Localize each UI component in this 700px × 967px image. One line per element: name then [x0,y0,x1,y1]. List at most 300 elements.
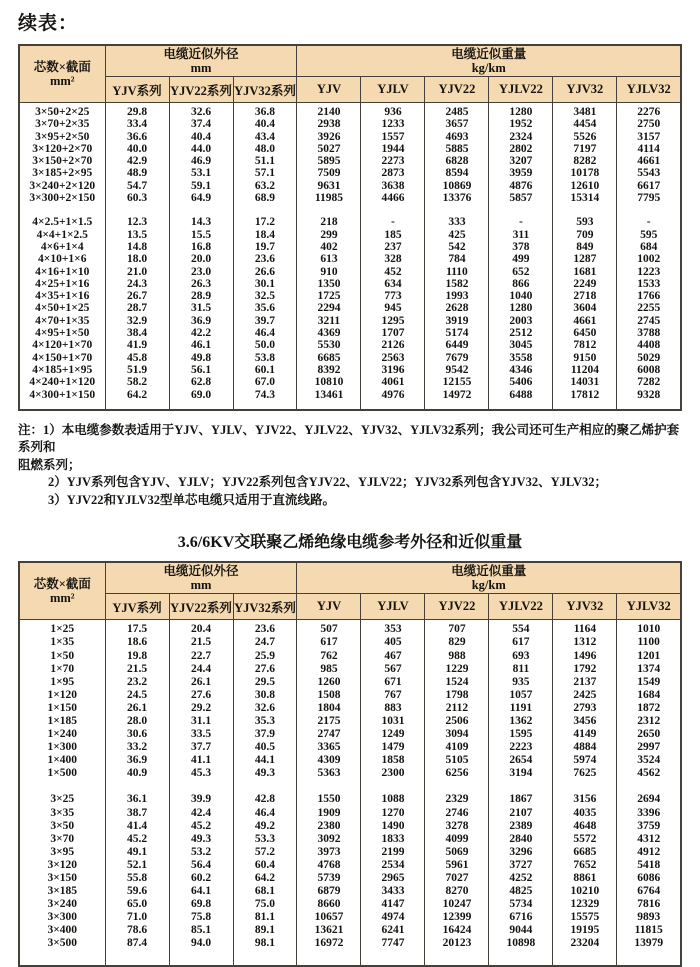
value-cell: 467 [361,650,425,663]
value-cell: 6685 [297,352,361,364]
table-row [19,376,681,388]
spec-cell: 3×300+2×150 [19,192,105,204]
table-row [19,833,681,846]
value-cell: 5406 [489,376,553,388]
header-yjlv22: YJLV22 [489,594,553,620]
value-cell: 4768 [297,859,361,872]
value-cell: 328 [361,253,425,265]
table-row [19,636,681,649]
spec-cell: 1×500 [19,767,105,780]
value-cell: 2112 [425,702,489,715]
value-cell: 5526 [553,131,617,143]
value-cell: 1833 [361,833,425,846]
value-cell: 2300 [361,767,425,780]
value-cell: 46.9 [169,155,233,167]
header-yjlv: YJLV [361,594,425,620]
value-cell: 2249 [553,278,617,290]
value-cell: 4661 [617,155,681,167]
value-cell: 1233 [361,118,425,130]
value-cell: 2276 [617,106,681,118]
value-cell: 378 [489,241,553,253]
value-cell: 8861 [553,872,617,885]
value-cell: 3092 [297,833,361,846]
value-cell: 56.1 [169,364,233,376]
value-cell: 46.1 [169,339,233,351]
value-cell: 12399 [425,911,489,924]
value-cell: 30.8 [233,689,297,702]
value-cell: 22.7 [169,650,233,663]
value-cell: 23.6 [233,623,297,636]
value-cell: 81.1 [233,911,297,924]
value-cell: 20123 [425,937,489,950]
value-cell: 23.0 [169,266,233,278]
value-cell: 5105 [425,754,489,767]
value-cell: 945 [361,302,425,314]
value-cell: 2654 [489,754,553,767]
table-row [19,807,681,820]
value-cell: 23204 [553,937,617,950]
value-cell: 3973 [297,846,361,859]
value-cell: 11204 [553,364,617,376]
value-cell: 2175 [297,715,361,728]
value-cell: 1944 [361,143,425,155]
value-cell: 2294 [297,302,361,314]
spec-cell: 3×500 [19,937,105,950]
value-cell: 2512 [489,327,553,339]
header-yjv22: YJV22 [425,77,489,103]
table-row [19,315,681,327]
value-cell: 49.3 [169,833,233,846]
value-cell: 59.1 [169,180,233,192]
value-cell: 1040 [489,290,553,302]
value-cell: 185 [361,229,425,241]
value-cell: 4648 [553,820,617,833]
value-cell: 36.9 [105,754,169,767]
value-cell: 4976 [361,389,425,401]
value-cell: 38.4 [105,327,169,339]
value-cell: 762 [297,650,361,663]
value-cell: 4252 [489,872,553,885]
value-cell: 4369 [297,327,361,339]
value-cell: 48.9 [105,167,169,179]
value-cell: 24.7 [233,636,297,649]
value-cell: 64.2 [233,872,297,885]
value-cell: 37.4 [169,118,233,130]
value-cell: 1280 [489,302,553,314]
value-cell: 5572 [553,833,617,846]
value-cell: 1002 [617,253,681,265]
table-row [19,885,681,898]
value-cell: 5027 [297,143,361,155]
table-row [19,167,681,179]
value-cell: 58.2 [105,376,169,388]
value-cell: 13461 [297,389,361,401]
spec-cell: 3×185+2×95 [19,167,105,179]
value-cell: 1010 [617,623,681,636]
table-row [19,106,681,118]
value-cell: 2965 [361,872,425,885]
value-cell: 30.1 [233,278,297,290]
table2-group-3core [19,793,681,950]
value-cell: 2312 [617,715,681,728]
value-cell: 3558 [489,352,553,364]
value-cell: 1260 [297,676,361,689]
value-cell: 37.7 [169,741,233,754]
value-cell: 67.0 [233,376,297,388]
value-cell: 17812 [553,389,617,401]
spec-cell: 1×25 [19,623,105,636]
value-cell: 353 [361,623,425,636]
value-cell: 29.8 [105,106,169,118]
value-cell: 2199 [361,846,425,859]
table-row [19,898,681,911]
value-cell: 2003 [489,315,553,327]
value-cell: 2840 [489,833,553,846]
value-cell: 1707 [361,327,425,339]
value-cell: 56.4 [169,859,233,872]
value-cell: 773 [361,290,425,302]
value-cell: 27.6 [169,689,233,702]
value-cell: 15.5 [169,229,233,241]
value-cell: 44.0 [169,143,233,155]
value-cell: 28.0 [105,715,169,728]
table1-group-separator [19,204,681,216]
value-cell: 4147 [361,898,425,911]
table2-header [19,562,681,620]
header-yjv-series: YJV系列 [105,77,169,103]
od-group-label: 电缆近似外径 [163,564,239,579]
value-cell: 4309 [297,754,361,767]
value-cell: 98.1 [233,937,297,950]
value-cell: 1110 [425,266,489,278]
value-cell: 684 [617,241,681,253]
value-cell: 5885 [425,143,489,155]
value-cell: 20.0 [169,253,233,265]
value-cell: 3045 [489,339,553,351]
spec-cell: 3×240+2×120 [19,180,105,192]
value-cell: 36.1 [105,793,169,806]
value-cell: 2506 [425,715,489,728]
value-cell: 26.1 [105,702,169,715]
value-cell: 14972 [425,389,489,401]
header-yjv: YJV [297,594,361,620]
spec-cell: 3×150+2×70 [19,155,105,167]
value-cell: 671 [361,676,425,689]
value-cell: 5363 [297,767,361,780]
value-cell: 32.6 [233,702,297,715]
spec-cell: 3×70+2×35 [19,118,105,130]
value-cell: 24.3 [105,278,169,290]
value-cell: 1804 [297,702,361,715]
value-cell: 64.1 [169,885,233,898]
value-cell: 3211 [297,315,361,327]
value-cell: 13979 [617,937,681,950]
value-cell: 693 [489,650,553,663]
value-cell: 54.7 [105,180,169,192]
spec-cell: 3×400 [19,924,105,937]
value-cell: 1557 [361,131,425,143]
value-cell: 29.2 [169,702,233,715]
value-cell: 15314 [553,192,617,204]
value-cell: 767 [361,689,425,702]
table-row [19,364,681,376]
header-yjv22: YJV22 [425,594,489,620]
value-cell: 41.1 [169,754,233,767]
value-cell: 62.8 [169,376,233,388]
note-1-continued: 阻燃系列； [18,457,81,472]
value-cell: 24.4 [169,663,233,676]
table-row [19,767,681,780]
value-cell: 18.4 [233,229,297,241]
table-row [19,715,681,728]
value-cell: 554 [489,623,553,636]
table-row [19,650,681,663]
table-row [19,253,681,265]
spec-cell: 3×150 [19,872,105,885]
table-row [19,266,681,278]
value-cell: 16.8 [169,241,233,253]
value-cell: 829 [425,636,489,649]
value-cell: 41.4 [105,820,169,833]
value-cell: 2137 [553,676,617,689]
value-cell: 4825 [489,885,553,898]
value-cell: 542 [425,241,489,253]
table-row [19,302,681,314]
table-row [19,389,681,401]
value-cell: 16972 [297,937,361,950]
value-cell: 1858 [361,754,425,767]
value-cell: 36.8 [233,106,297,118]
value-cell: 935 [489,676,553,689]
value-cell: 5530 [297,339,361,351]
value-cell: 5739 [297,872,361,885]
value-cell: 17.5 [105,623,169,636]
value-cell: 12610 [553,180,617,192]
value-cell: 5543 [617,167,681,179]
value-cell: 33.4 [105,118,169,130]
value-cell: 2745 [617,315,681,327]
value-cell: 2718 [553,290,617,302]
value-cell: 2997 [617,741,681,754]
value-cell: 3094 [425,728,489,741]
value-cell: 237 [361,241,425,253]
value-cell: 1550 [297,793,361,806]
value-cell: 18.0 [105,253,169,265]
value-cell: 2650 [617,728,681,741]
value-cell: 74.3 [233,389,297,401]
value-cell: 10869 [425,180,489,192]
value-cell: 2534 [361,859,425,872]
value-cell: 40.0 [105,143,169,155]
table-row [19,180,681,192]
value-cell: 4466 [361,192,425,204]
value-cell: 3156 [553,793,617,806]
value-cell: 46.4 [233,327,297,339]
value-cell: 3365 [297,741,361,754]
value-cell: 31.5 [169,302,233,314]
value-cell: 1508 [297,689,361,702]
value-cell: 85.1 [169,924,233,937]
value-cell: 5418 [617,859,681,872]
header-yjv32-series: YJV32系列 [233,594,297,620]
value-cell: 5961 [425,859,489,872]
value-cell: 849 [553,241,617,253]
table-row [19,754,681,767]
value-cell: 53.8 [233,352,297,364]
value-cell: 1280 [489,106,553,118]
value-cell: 11815 [617,924,681,937]
spec-cell: 3×95+2×50 [19,131,105,143]
value-cell: 613 [297,253,361,265]
table-row [19,859,681,872]
table-row [19,192,681,204]
value-cell: 1684 [617,689,681,702]
value-cell: 28.7 [105,302,169,314]
value-cell: 55.8 [105,872,169,885]
header-od-group [105,45,297,77]
value-cell: 5974 [553,754,617,767]
value-cell: 567 [361,663,425,676]
value-cell: 42.4 [169,807,233,820]
table2-group-1core [19,623,681,780]
value-cell: 4061 [361,376,425,388]
value-cell: 13376 [425,192,489,204]
value-cell: 617 [489,636,553,649]
value-cell: 3638 [361,180,425,192]
value-cell: 12329 [553,898,617,911]
value-cell: 9893 [617,911,681,924]
value-cell: 59.6 [105,885,169,898]
value-cell: 3481 [553,106,617,118]
header-wt-group [297,562,681,594]
spec-cell: 3×35 [19,807,105,820]
value-cell: 3194 [489,767,553,780]
value-cell: 4876 [489,180,553,192]
spec-cell: 3×50+2×25 [19,106,105,118]
wt-group-label: 电缆近似重量 [451,564,527,579]
header-yjlv32: YJLV32 [617,77,681,103]
value-cell: 4149 [553,728,617,741]
value-cell: 2425 [553,689,617,702]
value-cell: 4312 [617,833,681,846]
value-cell: 7509 [297,167,361,179]
value-cell: 1350 [297,278,361,290]
value-cell: 26.6 [233,266,297,278]
value-cell: 707 [425,623,489,636]
spec-cell: 4×240+1×120 [19,376,105,388]
table-row [19,241,681,253]
value-cell: 51.1 [233,155,297,167]
value-cell: 19.8 [105,650,169,663]
value-cell: 6879 [297,885,361,898]
value-cell: 46.4 [233,807,297,820]
table-row [19,229,681,241]
value-cell: 866 [489,278,553,290]
spec-cell: 4×16+1×10 [19,266,105,278]
value-cell: 1100 [617,636,681,649]
value-cell: 69.0 [169,389,233,401]
od-group-unit: mm [190,61,212,75]
value-cell: 8594 [425,167,489,179]
table2-bottom-padding [19,951,681,966]
value-cell: 3396 [617,807,681,820]
table-row [19,689,681,702]
value-cell: 3657 [425,118,489,130]
value-cell: 17.2 [233,216,297,228]
value-cell: 2273 [361,155,425,167]
value-cell: 38.7 [105,807,169,820]
value-cell: 5174 [425,327,489,339]
value-cell: 6449 [425,339,489,351]
value-cell: 31.1 [169,715,233,728]
value-cell: 3926 [297,131,361,143]
value-cell: 3278 [425,820,489,833]
table1-group-3core [19,106,681,204]
value-cell: 42.2 [169,327,233,339]
value-cell: 1201 [617,650,681,663]
spec-cell: 4×10+1×6 [19,253,105,265]
value-cell: 36.9 [169,315,233,327]
value-cell: 26.1 [169,676,233,689]
value-cell: 1993 [425,290,489,302]
value-cell: 1374 [617,663,681,676]
spec-cell: 4×4+1×2.5 [19,229,105,241]
value-cell: 94.0 [169,937,233,950]
value-cell: 2389 [489,820,553,833]
value-cell: 2873 [361,167,425,179]
spec-cell: 4×50+1×25 [19,302,105,314]
value-cell: 37.9 [233,728,297,741]
value-cell: 7652 [553,859,617,872]
spec-label: 芯数×截面 [33,60,91,74]
value-cell: 2747 [297,728,361,741]
wt-group-unit: kg/km [471,578,506,593]
value-cell: 1533 [617,278,681,290]
note-1: 注：1）本电缆参数表适用于YJV、YJLV、YJV22、YJLV22、YJV32、YJLV32系列；我公司还可生产相应的聚乙烯护套系列和 [18,422,680,455]
table-row [19,676,681,689]
spec-cell: 4×35+1×16 [19,290,105,302]
table-row [19,290,681,302]
value-cell: 3296 [489,846,553,859]
value-cell: 16424 [425,924,489,937]
value-cell: - [617,216,681,228]
value-cell: 1312 [553,636,617,649]
value-cell: 2223 [489,741,553,754]
header-spec-column [19,562,105,620]
value-cell: 2628 [425,302,489,314]
value-cell: 3433 [361,885,425,898]
od-group-label: 电缆近似外径 [163,47,239,61]
table-row [19,924,681,937]
value-cell: 1490 [361,820,425,833]
value-cell: 50.0 [233,339,297,351]
spec-cell: 1×150 [19,702,105,715]
value-cell: 507 [297,623,361,636]
value-cell: 2255 [617,302,681,314]
value-cell: 1766 [617,290,681,302]
value-cell: 49.2 [233,820,297,833]
value-cell: 784 [425,253,489,265]
value-cell: 21.5 [105,663,169,676]
value-cell: 3207 [489,155,553,167]
value-cell: 2329 [425,793,489,806]
value-cell: 6716 [489,911,553,924]
spec-cell: 1×35 [19,636,105,649]
wt-group-label: 电缆近似重量 [451,47,527,61]
spec-cell: 1×70 [19,663,105,676]
value-cell: 8282 [553,155,617,167]
value-cell: 35.3 [233,715,297,728]
